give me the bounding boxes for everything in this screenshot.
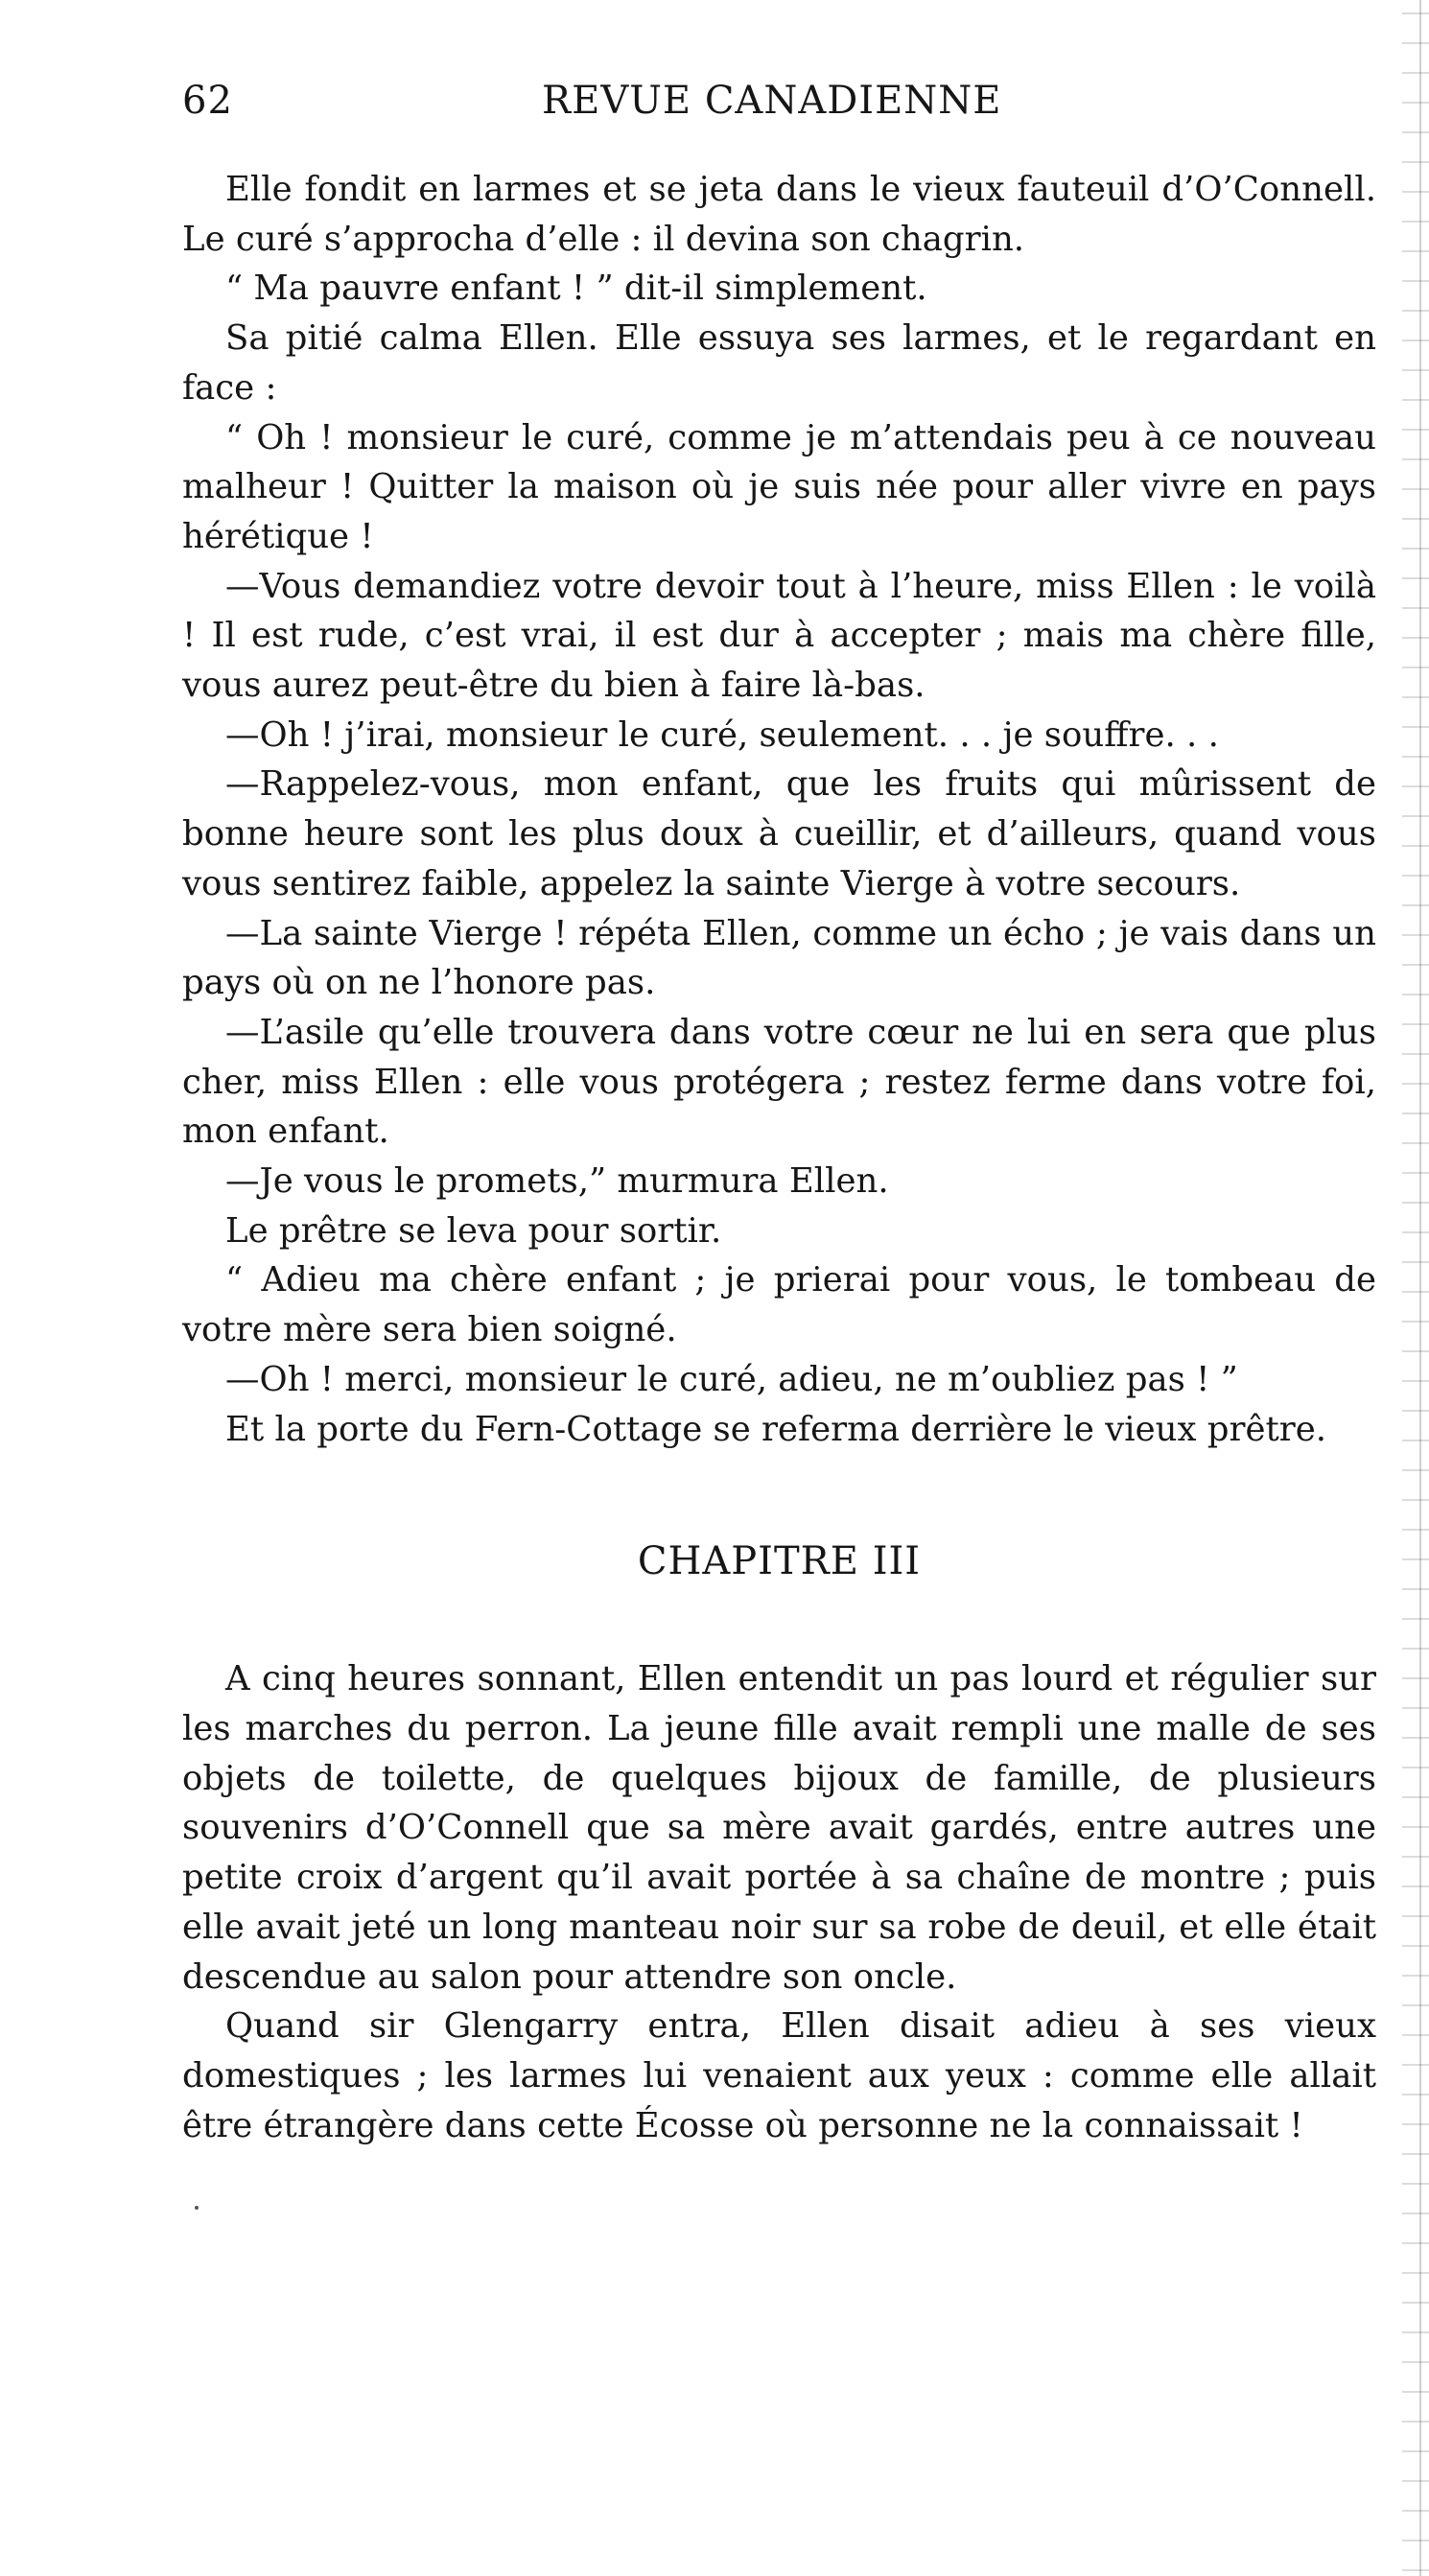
paragraph: —Je vous le promets,” murmura Ellen. — [225, 1161, 889, 1202]
journal-title: REVUE CANADIENNE — [542, 79, 1002, 123]
paragraph: —Oh ! j’irai, monsieur le curé, seulement. . . je souffre. . . — [225, 714, 1219, 755]
paragraph: —La sainte Vierge ! répéta Ellen, comme un écho ; je vais dans un pays où on ne l’honore pas. — [182, 913, 1376, 1003]
paragraph: “ Oh ! monsieur le curé, comme je m’attendais peu à ce nouveau malheur ! Quitter la maison où je suis née pour aller vivre en pays hérétique ! — [182, 417, 1376, 556]
print-speck — [195, 2206, 199, 2210]
running-head — [182, 79, 1381, 136]
paragraph: —Rappelez-vous, mon enfant, que les fruits qui mûrissent de bonne heure sont les plus doux à cueillir, et d’ailleurs, quand vous vous sentirez faible, appelez la sainte Vierge à votre secours. — [182, 764, 1376, 903]
paragraph: Et la porte du Fern-Cottage se referma derrière le vieux prêtre. — [225, 1409, 1327, 1449]
paragraph: “ Adieu ma chère enfant ; je prierai pour vous, le tombeau de votre mère sera bien soigné. — [182, 1260, 1376, 1350]
paragraph: Elle fondit en larmes et se jeta dans le vieux fauteuil d’O’Connell. Le curé s’approcha d’elle : il devina son chagrin. — [182, 170, 1376, 259]
paragraph: “ Ma pauvre enfant ! ” dit-il simplement. — [225, 269, 927, 309]
paragraph: —Vous demandiez votre devoir tout à l’heure, miss Ellen : le voilà ! Il est rude, c’est vrai, il est dur à accepter ; mais ma chère fille, vous aurez peut-être du bien à faire là-bas. — [182, 566, 1376, 706]
paragraph: Sa pitié calma Ellen. Elle essuya ses larmes, et le regardant en face : — [182, 318, 1376, 408]
scanned-page-edge-line — [1419, 0, 1421, 2576]
paragraph: Le prêtre se leva pour sortir. — [225, 1210, 722, 1251]
paragraph: Quand sir Glengarry entra, Ellen disait adieu à ses vieux domestiques ; les larmes lui venaient aux yeux : comme elle allait être étrangère dans cette Écosse où personne ne la connaissait ! — [182, 2006, 1376, 2145]
body-text — [182, 165, 1376, 2150]
paragraph: —L’asile qu’elle trouvera dans votre cœur ne lui en sera que plus cher, miss Ellen : elle vous protégera ; restez ferme dans votre foi, mon enfant. — [182, 1012, 1376, 1152]
page-number: 62 — [182, 79, 233, 123]
scanned-page-edge — [1402, 0, 1429, 2576]
paragraph: —Oh ! merci, monsieur le curé, adieu, ne m’oubliez pas ! ” — [225, 1359, 1238, 1399]
chapter-heading: CHAPITRE III — [637, 1539, 922, 1584]
paragraph: A cinq heures sonnant, Ellen entendit un pas lourd et régulier sur les marches du perron. La jeune fille avait rempli une malle de ses objets de toilette, de quelques bijoux de famille, de plusieurs souvenirs d’O’Connell que sa mère avait gardés, entre autres une petite croix d’argent qu’il avait portée à sa chaîne de montre ; puis elle avait jeté un long manteau noir sur sa robe de deuil, et elle était descendue au salon pour attendre son oncle. — [182, 1659, 1376, 1997]
